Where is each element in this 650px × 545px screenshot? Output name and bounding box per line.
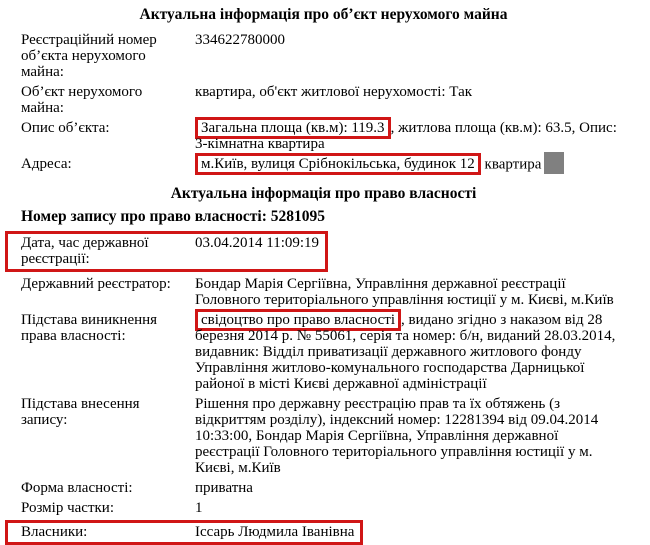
field-label-owners: Власники: <box>21 524 88 540</box>
field-value-ownership-basis-rest: , видано згідно з наказом від 28 березня 2014 р. № 55061, серія та номер: б/н, виданий 28.03.2014, видавник: Відділ приватизації державного житлового фонду Управління житлово-комунального господарства Дарницької районої в місті Києві державної адміністрації <box>195 312 616 392</box>
field-row-description <box>21 120 626 152</box>
field-value-registrar: Бондар Марія Сергіївна, Управління державної реєстрації Головного територіального управління юстиції у м. Києві, м.Київ <box>195 276 614 308</box>
field-label-address: Адреса: <box>21 156 72 172</box>
field-value-description <box>195 120 626 152</box>
field-row-ownership-basis <box>21 312 626 392</box>
field-label-registrar: Державний реєстратор: <box>21 276 171 292</box>
field-row-reg-datetime-highlighted <box>5 231 328 272</box>
field-label-share-size: Розмір частки: <box>21 500 114 516</box>
field-value-entry-basis: Рішення про державну реєстрацію прав та їх обтяжень (з відкриттям розділу), індексний номер: 12281394 від 09.04.2014 10:33:00, Бондар Марія Сергіївна, Управління державної реєстрації Головного територіального управління юстиції у м. Києві, м.Київ <box>195 396 599 476</box>
field-value-address-rest: квартира <box>480 156 542 173</box>
section-title-ownership-info: Актуальна інформація про право власності <box>170 185 477 202</box>
field-row-owners-highlighted <box>5 520 363 545</box>
field-value-reg-number: 334622780000 <box>195 32 285 48</box>
field-value-object-type: квартира, об'єкт житлової нерухомості: Так <box>195 84 473 100</box>
field-label-reg-number: Реєстраційний номер об’єкта нерухомого майна: <box>21 32 157 80</box>
field-label-object-type: Об’єкт нерухомого майна: <box>21 84 143 116</box>
field-value-share-size: 1 <box>195 500 203 516</box>
field-row-registrar <box>21 276 626 308</box>
field-value-address <box>195 156 626 174</box>
field-label-entry-basis: Підстава внесення запису: <box>21 396 140 428</box>
field-row-address <box>21 156 626 174</box>
field-row-ownership-form <box>21 480 626 496</box>
field-label-description: Опис об’єкта: <box>21 120 110 136</box>
field-row-share-size <box>21 500 626 516</box>
record-number-line: Номер запису про право власності: 5281095 <box>21 208 326 225</box>
field-row-object-type <box>21 84 626 116</box>
field-value-ownership-basis <box>195 312 626 392</box>
redaction-box-apartment-number <box>544 152 564 174</box>
field-value-owners: Іссарь Людмила Іванівна <box>195 524 355 540</box>
field-label-reg-datetime: Дата, час державної реєстрації: <box>21 235 149 267</box>
field-label-ownership-basis: Підстава виникнення права власності: <box>21 312 158 344</box>
section-title-object-info: Актуальна інформація про об’єкт нерухомого майна <box>139 6 508 23</box>
field-row-reg-number <box>21 32 626 80</box>
field-value-ownership-form: приватна <box>195 480 253 496</box>
field-value-reg-datetime: 03.04.2014 11:09:19 <box>195 235 320 251</box>
field-label-ownership-form: Форма власності: <box>21 480 133 496</box>
highlight-box-address: м.Київ, вулиця Срібнокільська, будинок 12 <box>195 153 481 175</box>
highlight-box-total-area: Загальна площа (кв.м): 119.3 <box>195 117 391 139</box>
highlight-box-ownership-certificate: свідоцтво про право власності <box>195 309 401 331</box>
field-value-description-rest: , житлова площа (кв.м): 63.5, Опис: 3-кімнатна квартира <box>195 120 617 152</box>
field-row-entry-basis <box>21 396 626 476</box>
